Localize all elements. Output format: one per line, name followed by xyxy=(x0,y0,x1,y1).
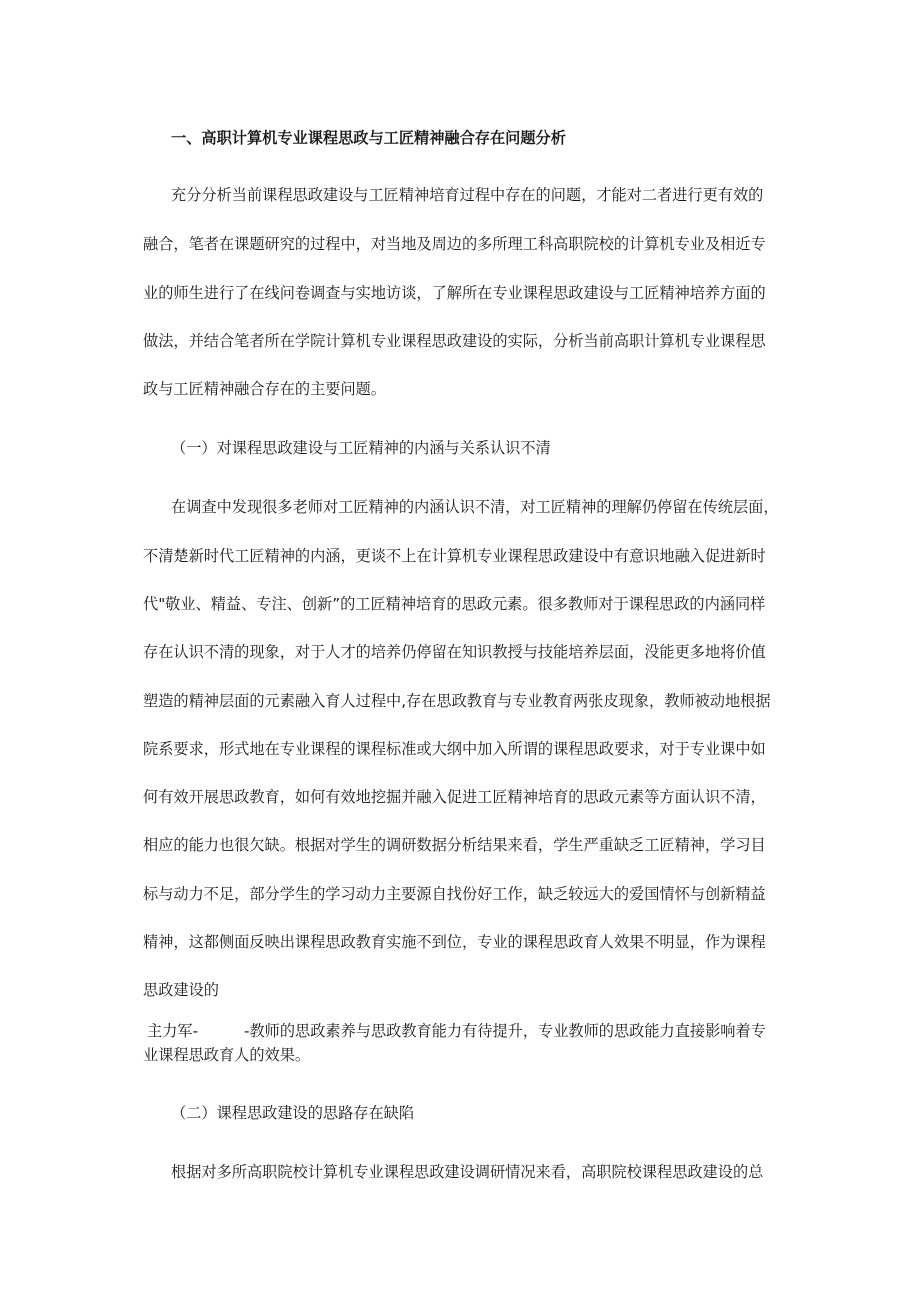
section-heading: 一、高职计算机专业课程思政与工匠精神融合存在问题分析 xyxy=(171,129,566,147)
paragraph-line: -教师的思政素养与思政教育能力有待提升，专业教师的思政能力直接影响着专 xyxy=(244,1022,766,1040)
subheading: （二）课程思政建设的思路存在缺陷 xyxy=(171,1104,414,1122)
paragraph-line: 标与动力不足，部分学生的学习动力主要源自找份好工作，缺乏较远大的爱国情怀与创新精益 xyxy=(143,885,766,903)
paragraph-line: 政与工匠精神融合存在的主要问题。 xyxy=(143,380,386,398)
paragraph-line: 院系要求，形式地在专业课程的课程标准或大纲中加入所谓的课程思政要求，对于专业课中如 xyxy=(143,740,766,758)
paragraph-line: 业的师生进行了在线问卷调查与实地访谈，了解所在专业课程思政建设与工匠精神培养方面的 xyxy=(143,284,766,302)
paragraph-line: 在调查中发现很多老师对工匠精神的内涵认识不清，对工匠精神的理解仍停留在传统层面， xyxy=(171,498,779,516)
subheading: （一）对课程思政建设与工匠精神的内涵与关系认识不清 xyxy=(171,439,551,457)
paragraph-line: 塑造的精神层面的元素融入育人过程中,存在思政教育与专业教育两张皮现象，教师被动地根据 xyxy=(143,692,771,710)
paragraph-line: 何有效开展思政教育，如何有效地挖掘并融入促进工匠精神培育的思政元素等方面认识不清， xyxy=(143,788,766,806)
paragraph-line: 精神，这都侧面反映出课程思政教育实施不到位，专业的课程思政育人效果不明显，作为课程 xyxy=(143,933,766,951)
paragraph-line: 根据对多所高职院校计算机专业课程思政建设调研情况来看，高职院校课程思政建设的总 xyxy=(171,1163,764,1181)
paragraph-line: 相应的能力也很欠缺。根据对学生的调研数据分析结果来看，学生严重缺乏工匠精神，学习目 xyxy=(143,836,766,854)
paragraph-line: 充分分析当前课程思政建设与工匠精神培育过程中存在的问题，才能对二者进行更有效的 xyxy=(171,186,764,204)
paragraph-line: 做法，并结合笔者所在学院计算机专业课程思政建设的实际，分析当前高职计算机专业课程思 xyxy=(143,332,766,350)
paragraph-line: 融合，笔者在课题研究的过程中，对当地及周边的多所理工科高职院校的计算机专业及相近专 xyxy=(143,235,766,253)
paragraph-line: 业课程思政育人的效果。 xyxy=(143,1046,311,1064)
paragraph-lead: 主力军- xyxy=(147,1022,199,1040)
paragraph-line: 代"敬业、精益、专注、创新”的工匠精神培育的思政元素。很多教师对于课程思政的内涵同样 xyxy=(143,595,766,613)
paragraph-line: 思政建设的 xyxy=(143,981,219,999)
paragraph-line: 不清楚新时代工匠精神的内涵，更谈不上在计算机专业课程思政建设中有意识地融入促进新时 xyxy=(143,547,766,565)
paragraph-line: 存在认识不清的现象，对于人才的培养仍停留在知识教授与技能培养层面，没能更多地将价值 xyxy=(143,643,766,661)
